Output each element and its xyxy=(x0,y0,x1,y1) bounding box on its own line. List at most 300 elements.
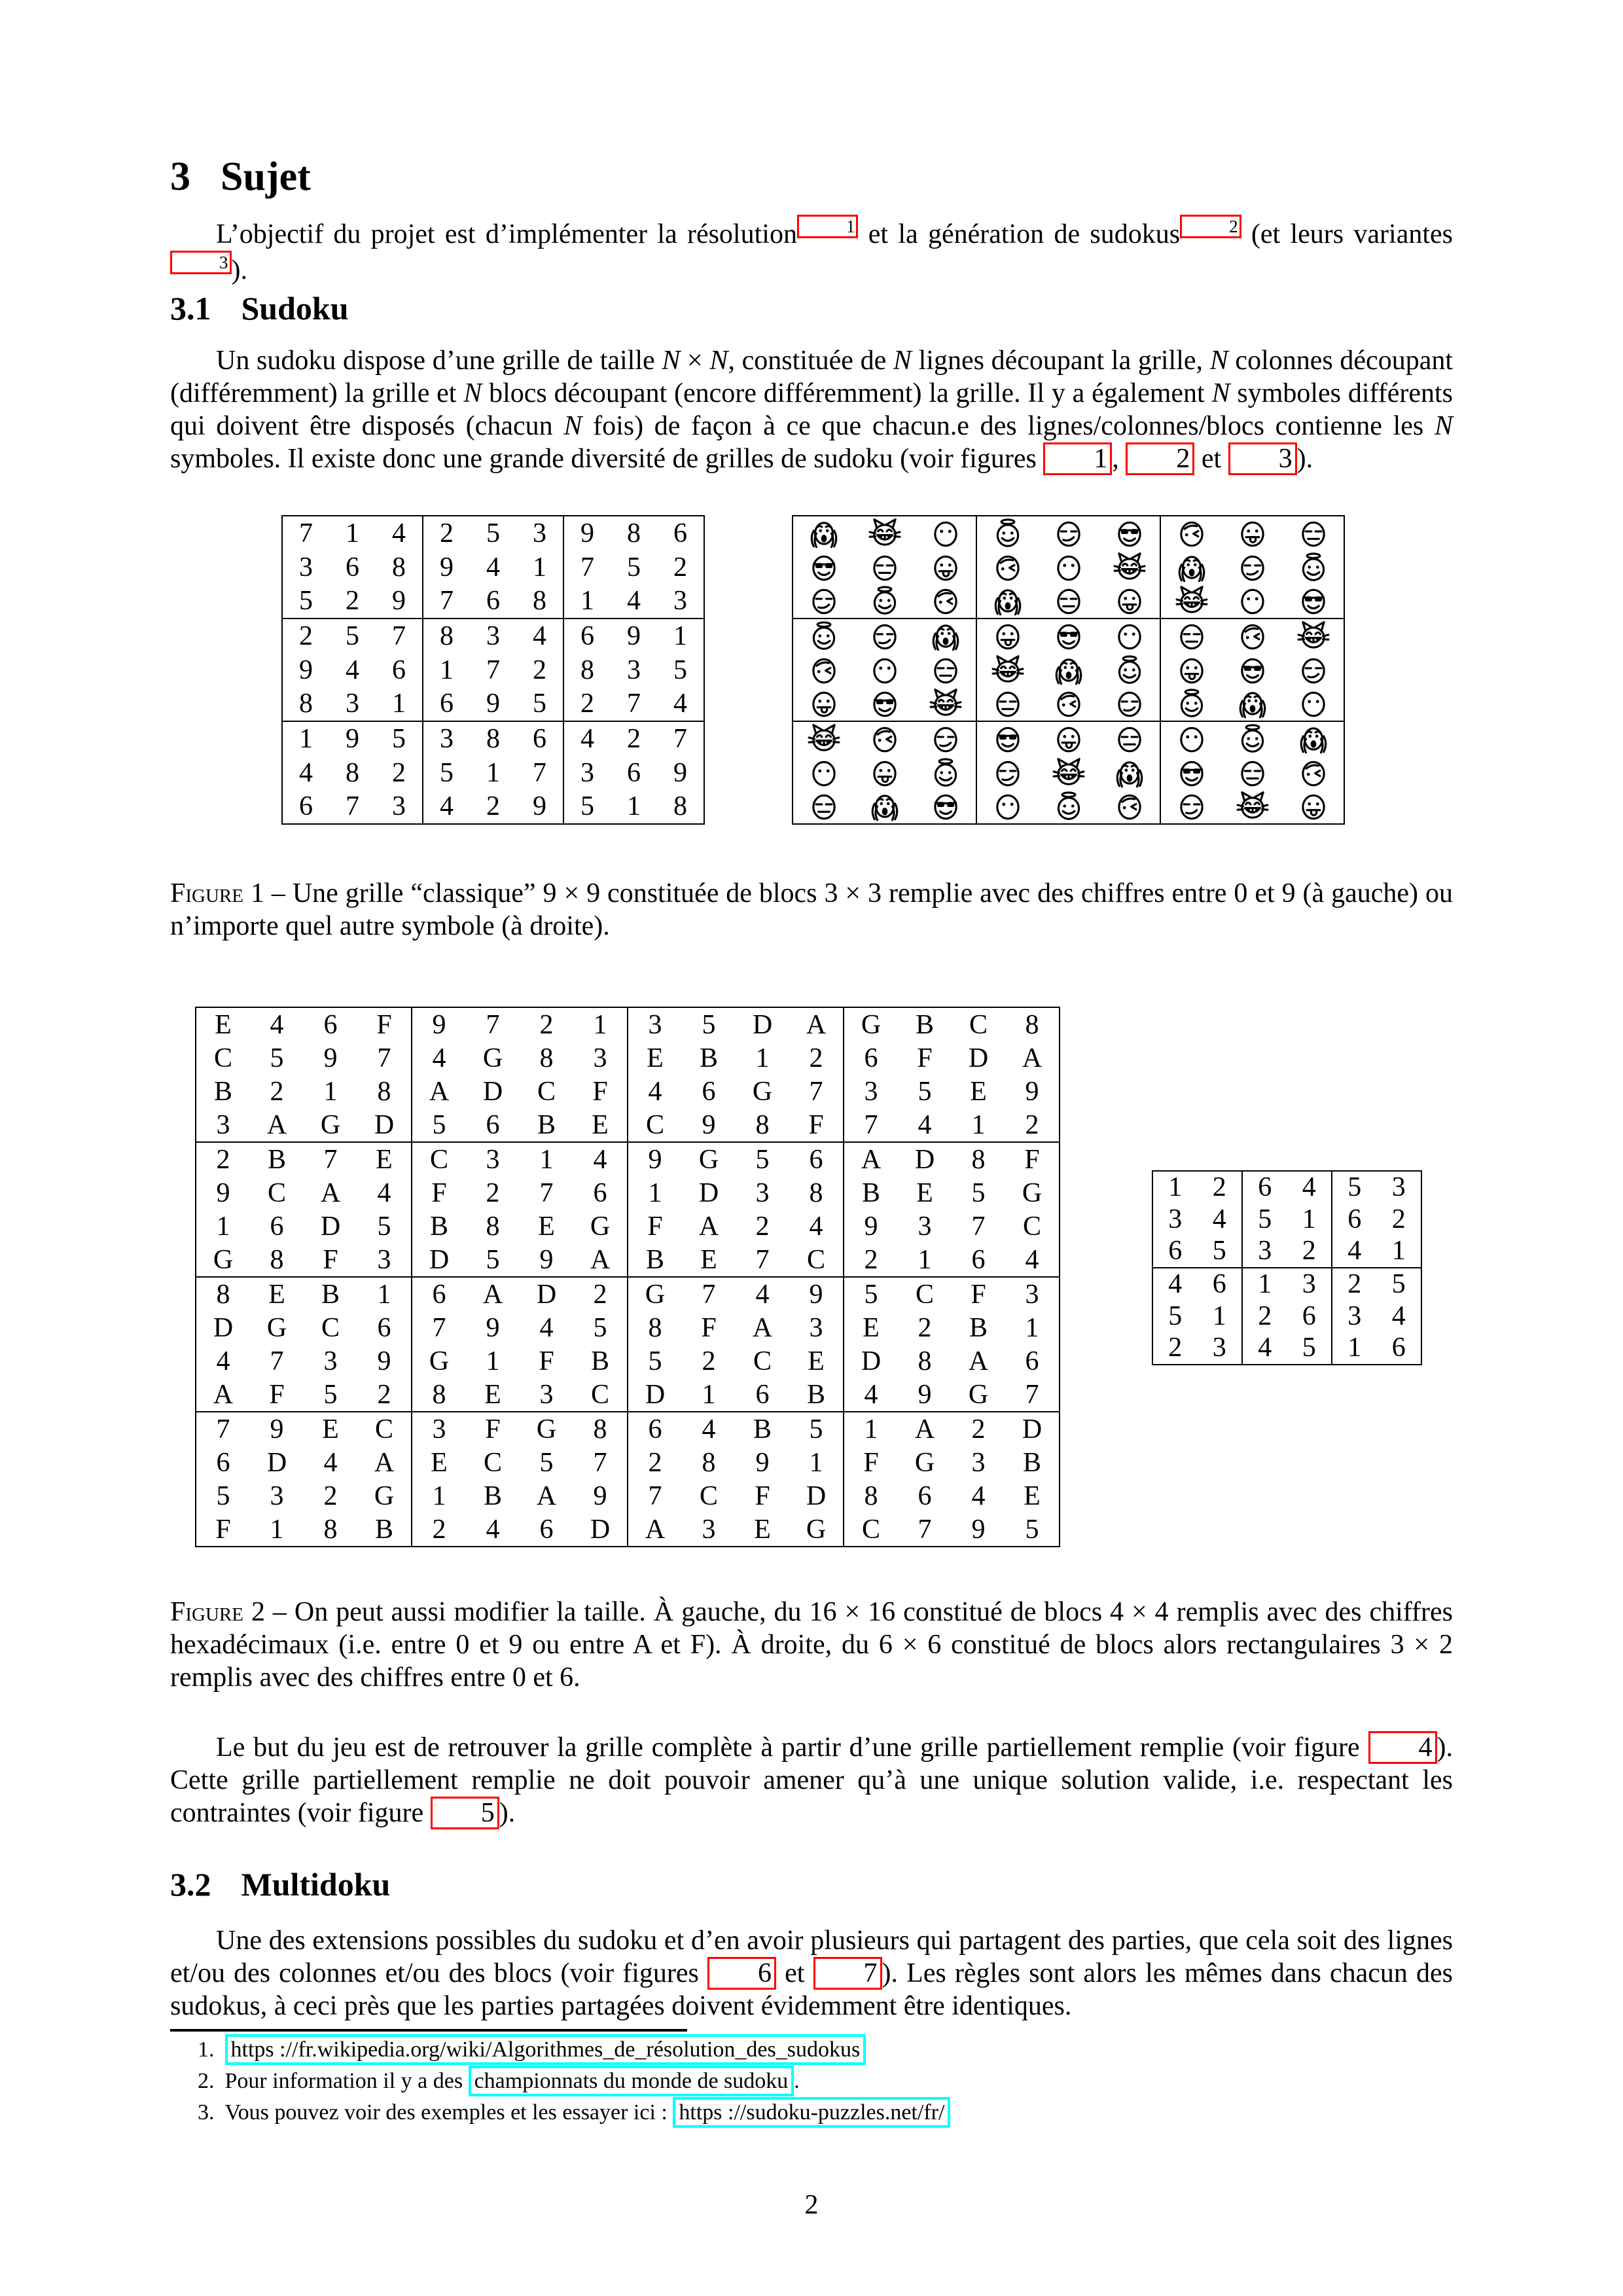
grid-cell xyxy=(1099,619,1160,653)
grid-cell xyxy=(1038,516,1099,550)
multidoku-paragraph: Une des extensions possibles du sudoku et d’en avoir plusieurs qui partagent des parties, que cela soit des lignes et/ou des colonnes et/ou des blocs (voir figures 6 et 7 ). Les règles sont alors les mêmes dans chacun des sudokus, à ceci près que les parties partagées doivent évidemment être identiques. xyxy=(170,1926,1454,2021)
smirk-icon xyxy=(991,757,1024,789)
scream-icon xyxy=(1297,723,1330,755)
smirk-icon xyxy=(1236,551,1269,584)
grid-cell: 7 xyxy=(627,689,641,719)
grid-cell: 2 xyxy=(1258,1300,1272,1331)
hyperlink[interactable]: https ://fr.wikipedia.org/wiki/Algorithmes_de_résolution_des_sudokus xyxy=(225,2034,866,2065)
grid-cell: 1 xyxy=(1168,1172,1183,1203)
grid-cell: 8 xyxy=(299,689,313,719)
grid-cell xyxy=(915,550,976,584)
grid-cell xyxy=(1222,790,1283,824)
sudoku-grid-16x16-hex xyxy=(195,1007,1060,1547)
grid-cell: B xyxy=(267,1144,286,1175)
no-mouth-icon xyxy=(1175,723,1208,755)
grid-cell: 2 xyxy=(270,1076,284,1107)
sudoku-block xyxy=(282,721,423,824)
grid-cell: B xyxy=(1022,1447,1041,1478)
grid-cell xyxy=(977,619,1038,653)
grid-cell xyxy=(1099,790,1160,824)
section-number: 3 xyxy=(170,154,190,199)
section-title: Sujet xyxy=(221,154,311,199)
grid-cell: 7 xyxy=(755,1244,770,1275)
grid-cell: G xyxy=(698,1144,719,1175)
sudoku-block xyxy=(628,1007,844,1142)
angel-icon xyxy=(1052,790,1085,823)
grid-cell: 3 xyxy=(755,1177,770,1208)
grid-cell xyxy=(1283,790,1344,824)
grid-cell: E xyxy=(268,1279,285,1310)
grid-cell: A xyxy=(752,1312,773,1343)
grid-cell: G xyxy=(213,1244,234,1275)
grid-cell: 4 xyxy=(432,1043,446,1073)
grid-cell: 3 xyxy=(1212,1333,1226,1363)
grid-cell: 9 xyxy=(346,723,359,754)
grid-cell: E xyxy=(700,1244,717,1275)
sudoku-block xyxy=(628,1277,844,1412)
sudoku-block xyxy=(196,1142,412,1277)
grid-cell: 3 xyxy=(1391,1172,1406,1203)
grid-cell: 8 xyxy=(918,1346,932,1376)
grid-cell: C xyxy=(753,1346,772,1376)
sudoku-block xyxy=(844,1412,1060,1547)
grid-cell: 4 xyxy=(486,552,500,583)
grid-cell: E xyxy=(376,1144,393,1175)
scream-icon xyxy=(991,584,1024,617)
grid-cell xyxy=(1099,687,1160,721)
grinning-cat-icon xyxy=(1052,757,1085,789)
grid-cell xyxy=(1222,619,1283,653)
sudoku-block xyxy=(844,1142,1060,1277)
grid-cell: 7 xyxy=(673,723,687,754)
grid-cell xyxy=(793,687,854,721)
grid-cell: 6 xyxy=(673,518,687,548)
grid-cell xyxy=(1161,722,1222,756)
grid-cell: 7 xyxy=(702,1279,716,1310)
grid-cell: D xyxy=(914,1144,935,1175)
grid-cell xyxy=(1283,756,1344,790)
sudoku-block xyxy=(196,1412,412,1547)
figure-ref-link[interactable]: 1 xyxy=(1043,442,1112,475)
tongue-out-icon xyxy=(1236,517,1269,550)
grid-cell: A xyxy=(968,1346,989,1376)
scream-icon xyxy=(868,790,901,823)
grid-cell: B xyxy=(861,1177,880,1208)
grid-cell: F xyxy=(215,1514,231,1545)
figure-caption-label: Figure xyxy=(170,1597,243,1627)
section-heading-sudoku xyxy=(170,289,349,327)
grid-cell: 1 xyxy=(1302,1204,1316,1234)
grid-cell: 2 xyxy=(486,1177,500,1208)
grid-cell: 3 xyxy=(216,1109,230,1140)
grid-cell xyxy=(1283,516,1344,550)
grid-cell: 1 xyxy=(346,518,359,548)
grid-cell xyxy=(1099,584,1160,618)
wink-icon xyxy=(1236,620,1269,653)
grid-cell: 6 xyxy=(323,1009,338,1040)
grid-cell: 3 xyxy=(702,1514,716,1545)
grid-cell: 3 xyxy=(809,1312,823,1343)
grid-cell: 5 xyxy=(299,586,313,617)
grid-cell: 4 xyxy=(1212,1204,1226,1234)
angel-icon xyxy=(991,517,1024,550)
grid-cell xyxy=(1283,584,1344,618)
grid-cell: 1 xyxy=(533,552,546,583)
page-number: 2 xyxy=(804,2190,819,2220)
grid-cell: 3 xyxy=(1302,1269,1316,1300)
grinning-cat-icon xyxy=(1297,620,1330,653)
sunglasses-icon xyxy=(929,790,962,823)
sudoku-block xyxy=(412,1412,628,1547)
grid-cell: D xyxy=(213,1312,234,1343)
grid-cell: 9 xyxy=(432,1009,446,1040)
grid-cell xyxy=(793,722,854,756)
sudoku-grid-9x9-digits xyxy=(281,515,705,825)
grid-cell: 8 xyxy=(392,552,406,583)
grid-cell: 3 xyxy=(918,1211,932,1242)
grid-cell: 9 xyxy=(323,1043,338,1073)
math-variable: N xyxy=(563,411,582,441)
grid-cell: 5 xyxy=(648,1346,662,1376)
no-mouth-icon xyxy=(1052,551,1085,584)
grid-cell: A xyxy=(806,1009,827,1040)
grid-cell xyxy=(1161,653,1222,687)
grid-cell: 2 xyxy=(593,1279,607,1310)
no-mouth-icon xyxy=(808,757,840,789)
grid-cell: C xyxy=(699,1480,718,1511)
grid-cell: 5 xyxy=(270,1043,284,1073)
grid-cell xyxy=(854,516,915,550)
grid-cell: 3 xyxy=(299,552,313,583)
section-title: Sudoku xyxy=(241,290,349,327)
grid-cell: 8 xyxy=(432,1379,446,1410)
footnote-number: 1. xyxy=(198,2037,215,2062)
grid-cell: 3 xyxy=(580,757,594,788)
grid-cell: 8 xyxy=(377,1076,391,1107)
grid-cell: G xyxy=(590,1211,611,1242)
grid-cell: F xyxy=(971,1279,986,1310)
grid-cell: F xyxy=(431,1177,447,1208)
grid-cell: C xyxy=(645,1109,664,1140)
grid-cell: 9 xyxy=(580,518,594,548)
grid-cell: 2 xyxy=(440,518,454,548)
sudoku-block xyxy=(844,1277,1060,1412)
grid-cell xyxy=(977,790,1038,824)
grid-cell: 2 xyxy=(864,1244,878,1275)
grid-cell xyxy=(1222,722,1283,756)
tongue-out-icon xyxy=(1297,790,1330,823)
grid-cell: 6 xyxy=(755,1379,770,1410)
grid-cell: 1 xyxy=(971,1109,986,1140)
grid-cell xyxy=(1099,516,1160,550)
expressionless-icon xyxy=(868,551,901,584)
grid-cell xyxy=(854,653,915,687)
grid-cell: E xyxy=(538,1211,555,1242)
grid-cell: 6 xyxy=(533,723,546,754)
grid-cell: 6 xyxy=(486,1109,500,1140)
grid-cell: 6 xyxy=(864,1043,878,1073)
grid-cell: E xyxy=(970,1076,987,1107)
grid-cell: 2 xyxy=(702,1346,716,1376)
grid-cell: 2 xyxy=(809,1043,823,1073)
grid-cell: 8 xyxy=(702,1447,716,1478)
grid-cell: 4 xyxy=(486,1514,500,1545)
sudoku-block xyxy=(793,619,976,721)
figure-ref-link[interactable]: 2 xyxy=(1126,442,1194,475)
sunglasses-icon xyxy=(1175,757,1208,789)
grid-cell: 6 xyxy=(702,1076,716,1107)
goal-paragraph: Le but du jeu est de retrouver la grille complète à partir d’une grille partiellement remplie (voir figure 4 ). Cette grille partiellement remplie ne doit pouvoir amener qu’à une unique solution valide, i.e. respectant les contraintes (voir figure 5 ). xyxy=(170,1732,1453,1828)
sudoku-block xyxy=(1332,1171,1421,1268)
grid-cell: 9 xyxy=(270,1414,284,1444)
grid-cell: 7 xyxy=(648,1480,662,1511)
grid-cell: 5 xyxy=(627,552,641,583)
grid-cell: 3 xyxy=(392,791,406,822)
grid-cell xyxy=(977,653,1038,687)
grid-cell: 6 xyxy=(648,1414,662,1444)
grid-cell: 4 xyxy=(323,1447,338,1478)
grid-cell: D xyxy=(861,1346,882,1376)
grid-cell: E xyxy=(1024,1480,1041,1511)
grid-cell: 1 xyxy=(1258,1269,1272,1300)
grid-cell: 1 xyxy=(1347,1333,1362,1363)
hyperlink[interactable]: championnats du monde de sudoku xyxy=(469,2066,794,2096)
grid-cell: 5 xyxy=(702,1009,716,1040)
grid-cell xyxy=(793,756,854,790)
grid-cell: 7 xyxy=(486,655,500,685)
grid-cell: 8 xyxy=(809,1177,823,1208)
grid-cell: 7 xyxy=(539,1177,554,1208)
sudoku-block xyxy=(1242,1171,1332,1268)
grid-cell: 8 xyxy=(864,1480,878,1511)
grid-cell: 4 xyxy=(971,1480,986,1511)
no-mouth-icon xyxy=(1297,687,1330,720)
grid-cell xyxy=(977,687,1038,721)
figure-ref-link[interactable]: 5 xyxy=(431,1797,499,1829)
grid-cell xyxy=(915,516,976,550)
grid-cell: 4 xyxy=(648,1076,662,1107)
grid-cell xyxy=(1038,790,1099,824)
grid-cell xyxy=(1161,619,1222,653)
grid-cell: 9 xyxy=(486,689,500,719)
grid-cell: 1 xyxy=(216,1211,230,1242)
grid-cell: C xyxy=(213,1043,232,1073)
grid-cell: E xyxy=(647,1043,664,1073)
grid-cell xyxy=(854,584,915,618)
grid-cell: 2 xyxy=(346,586,359,617)
grid-cell: 3 xyxy=(440,723,454,754)
tongue-out-icon xyxy=(1113,584,1146,617)
tongue-out-icon xyxy=(808,687,840,720)
grid-cell: 4 xyxy=(377,1177,391,1208)
grid-cell: 4 xyxy=(346,655,359,685)
grid-cell xyxy=(1222,687,1283,721)
footnote-number: 2. xyxy=(198,2069,215,2093)
grid-cell: 7 xyxy=(918,1514,932,1545)
grid-cell: 6 xyxy=(1212,1269,1226,1300)
grid-cell: 1 xyxy=(593,1009,607,1040)
grid-cell xyxy=(915,722,976,756)
smirk-icon xyxy=(929,723,962,755)
grid-cell: C xyxy=(1022,1211,1041,1242)
grid-cell: 5 xyxy=(809,1414,823,1444)
grid-cell: 5 xyxy=(971,1177,986,1208)
grid-cell: 2 xyxy=(971,1414,986,1444)
grid-cell: A xyxy=(645,1514,666,1545)
grid-cell: F xyxy=(592,1076,608,1107)
grid-cell: 5 xyxy=(580,791,594,822)
grid-cell: 9 xyxy=(627,620,641,651)
figure-2-caption: Figure 2 – On peut aussi modifier la taille. À gauche, du 16 × 16 constitué de blocs 4 × 4 remplis avec des chiffres hexadécimaux (i.e. entre 0 et 9 ou entre A et F). À droite, du 6 × 6 constitué de blocs alors rectangulaires 3 × 2 remplis avec des chiffres entre 0 et 6. xyxy=(170,1597,1453,1693)
footnote-ref-link[interactable]: 2 xyxy=(1180,215,1241,238)
grid-cell: 7 xyxy=(440,586,454,617)
grid-cell: 7 xyxy=(299,518,313,548)
grid-cell: 3 xyxy=(486,1144,500,1175)
no-mouth-icon xyxy=(1113,620,1146,653)
figure-ref-link[interactable]: 4 xyxy=(1368,1731,1437,1764)
grid-cell xyxy=(793,619,854,653)
grid-cell: 5 xyxy=(377,1211,391,1242)
figure-caption-label: Figure xyxy=(170,878,243,908)
grid-cell: 4 xyxy=(580,723,594,754)
grid-cell: 9 xyxy=(1025,1076,1039,1107)
smirk-icon xyxy=(1052,517,1085,550)
grid-cell: D xyxy=(482,1076,503,1107)
grid-cell: 8 xyxy=(539,1043,554,1073)
grid-cell: 9 xyxy=(216,1177,230,1208)
grid-cell: G xyxy=(374,1480,395,1511)
grid-cell xyxy=(1222,584,1283,618)
figure-ref-link[interactable]: 7 xyxy=(813,1957,882,1990)
scream-icon xyxy=(929,620,962,653)
hyperlink[interactable]: https ://sudoku-puzzles.net/fr/ xyxy=(673,2097,950,2128)
sudoku-block xyxy=(412,1142,628,1277)
grid-cell: 6 xyxy=(1168,1236,1183,1266)
grid-cell: 5 xyxy=(1025,1514,1039,1545)
figure-ref-link[interactable]: 3 xyxy=(1228,442,1297,475)
grid-cell: 3 xyxy=(1347,1300,1362,1331)
grinning-cat-icon xyxy=(991,654,1024,687)
grid-cell: 8 xyxy=(673,791,687,822)
grid-cell: G xyxy=(482,1043,503,1073)
grid-cell xyxy=(793,550,854,584)
math-variable: N xyxy=(709,346,728,376)
grid-cell: 1 xyxy=(1391,1236,1406,1266)
grid-cell: 3 xyxy=(533,518,546,548)
grid-cell xyxy=(854,790,915,824)
grid-cell: 2 xyxy=(580,689,594,719)
footnote-ref-link[interactable]: 3 xyxy=(170,251,232,274)
wink-icon xyxy=(868,723,901,755)
grid-cell: C xyxy=(969,1009,988,1040)
grid-cell xyxy=(1222,516,1283,550)
grid-cell: 5 xyxy=(673,655,687,685)
grid-cell xyxy=(1222,756,1283,790)
grid-cell: A xyxy=(1022,1043,1043,1073)
grid-cell: 2 xyxy=(323,1480,338,1511)
grid-cell: 7 xyxy=(971,1211,986,1242)
grid-cell xyxy=(854,619,915,653)
grid-cell: 5 xyxy=(1212,1236,1226,1266)
sudoku-block xyxy=(423,516,563,619)
grid-cell: 1 xyxy=(270,1514,284,1545)
grid-cell: A xyxy=(914,1414,935,1444)
grid-cell: 5 xyxy=(392,723,406,754)
grid-cell: 2 xyxy=(627,723,641,754)
grid-cell: 1 xyxy=(539,1144,554,1175)
figure-ref-link[interactable]: 6 xyxy=(707,1957,776,1990)
sunglasses-icon xyxy=(1113,517,1146,550)
grid-cell: 1 xyxy=(918,1244,932,1275)
grid-cell: 6 xyxy=(539,1514,554,1545)
grinning-cat-icon xyxy=(868,517,901,550)
sudoku-block xyxy=(1160,721,1344,824)
grid-cell: 5 xyxy=(1391,1269,1406,1300)
smirk-icon xyxy=(868,620,901,653)
grid-cell xyxy=(1038,756,1099,790)
grid-cell: 6 xyxy=(627,757,641,788)
grid-cell: 5 xyxy=(440,757,454,788)
expressionless-icon xyxy=(1052,584,1085,617)
grid-cell: 1 xyxy=(323,1076,338,1107)
grid-cell: 4 xyxy=(440,791,454,822)
grid-cell: B xyxy=(213,1076,232,1107)
grid-cell: 9 xyxy=(593,1480,607,1511)
grid-cell: 4 xyxy=(299,757,313,788)
grid-cell: 8 xyxy=(440,620,454,651)
grid-cell xyxy=(915,687,976,721)
grid-cell: 1 xyxy=(627,791,641,822)
footnote-2 xyxy=(198,2066,950,2097)
grid-cell: 8 xyxy=(580,655,594,685)
grid-cell: 7 xyxy=(533,757,546,788)
footnote-ref-link[interactable]: 1 xyxy=(797,215,859,238)
grid-cell xyxy=(915,756,976,790)
section-number: 3.2 xyxy=(170,1866,211,1903)
math-variable: N xyxy=(1434,411,1453,441)
grid-cell: 5 xyxy=(918,1076,932,1107)
grid-cell: 3 xyxy=(539,1379,554,1410)
grid-cell xyxy=(1222,653,1283,687)
grid-cell xyxy=(1099,653,1160,687)
grid-cell: E xyxy=(431,1447,448,1478)
grid-cell: A xyxy=(698,1211,719,1242)
grid-cell: 8 xyxy=(648,1312,662,1343)
grid-cell xyxy=(1099,756,1160,790)
grid-cell: 1 xyxy=(1212,1300,1226,1331)
grid-cell: 5 xyxy=(755,1144,770,1175)
grid-cell: C xyxy=(483,1447,502,1478)
grid-cell xyxy=(1099,550,1160,584)
grid-cell: 7 xyxy=(432,1312,446,1343)
wink-icon xyxy=(991,551,1024,584)
grid-cell: D xyxy=(806,1480,827,1511)
grid-cell xyxy=(1038,653,1099,687)
grid-cell: E xyxy=(754,1514,771,1545)
grid-cell: D xyxy=(645,1379,666,1410)
grid-cell xyxy=(1283,619,1344,653)
grid-cell: 8 xyxy=(216,1279,230,1310)
grid-cell: A xyxy=(374,1447,395,1478)
sunglasses-icon xyxy=(1236,654,1269,687)
grid-cell xyxy=(1038,584,1099,618)
grid-cell: B xyxy=(806,1379,825,1410)
expressionless-icon xyxy=(1175,620,1208,653)
grid-cell xyxy=(793,790,854,824)
smirk-icon xyxy=(1113,687,1146,720)
grid-cell: 4 xyxy=(270,1009,284,1040)
grid-cell: G xyxy=(536,1414,557,1444)
